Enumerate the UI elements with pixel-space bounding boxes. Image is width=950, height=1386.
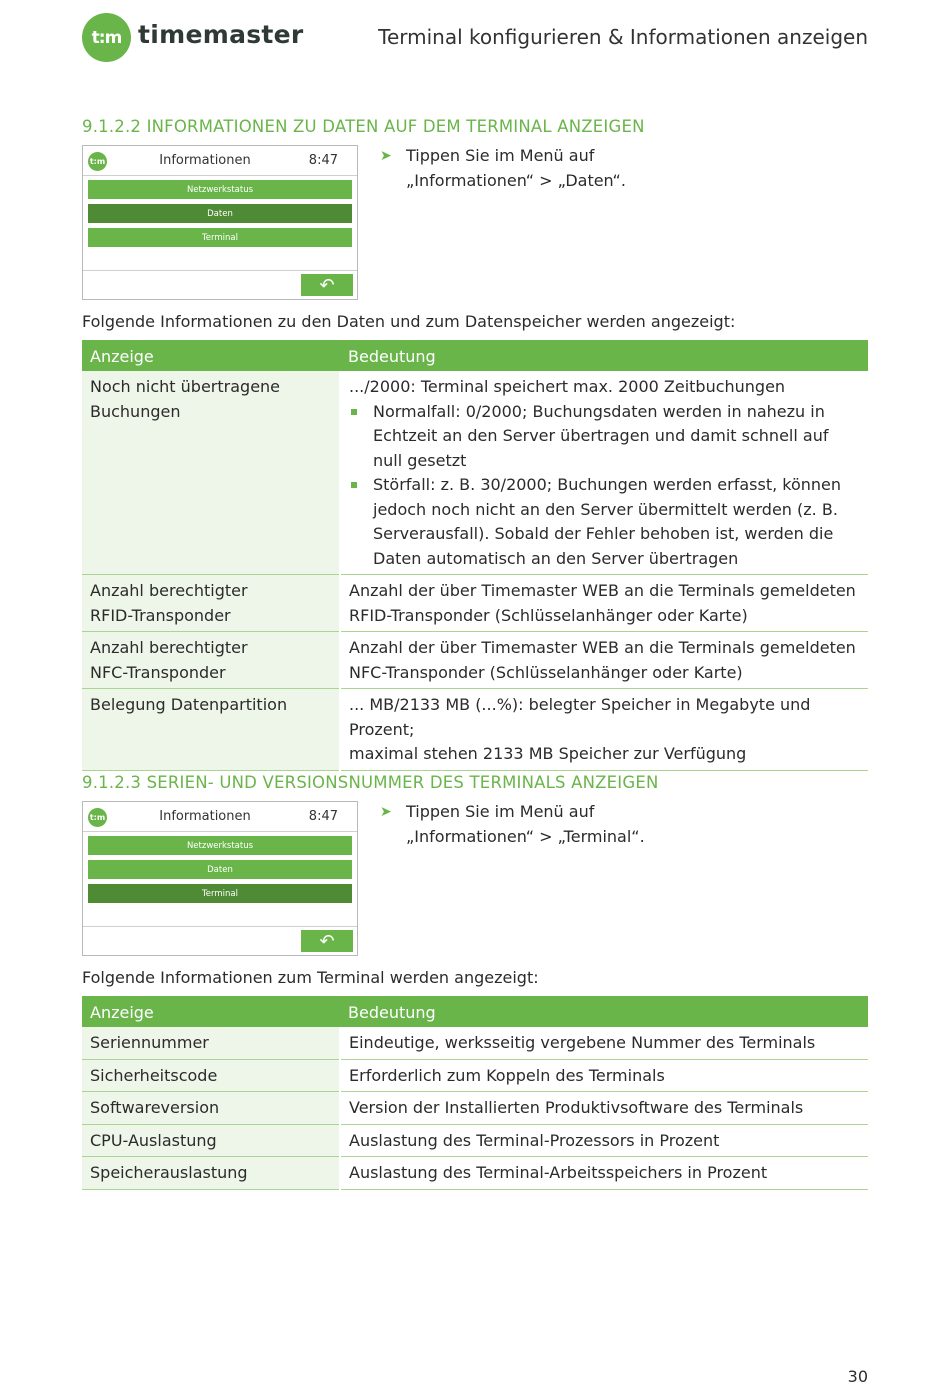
- table-cell-bedeutung: Auslastung des Terminal-Prozessors in Prozent: [340, 1124, 868, 1157]
- terminal-button-daten[interactable]: Daten: [88, 860, 352, 879]
- cell-text: Noch nicht übertragene: [90, 377, 281, 396]
- cell-text: Anzahl berechtigter: [90, 638, 248, 657]
- table-row: [82, 1157, 868, 1190]
- terminal-logo-mark: t:m: [89, 813, 106, 822]
- terminal-divider: [83, 831, 357, 832]
- section-heading-terminal: 9.1.2.3 SERIEN- UND VERSIONSNUMMER DES TERMINALS ANZEIGEN: [82, 773, 659, 792]
- table-cell-anzeige: CPU-Auslastung: [82, 1124, 340, 1157]
- cell-text: .../2000: Terminal speichert max. 2000 Zeitbuchungen: [349, 377, 786, 396]
- cell-text: RFID-Transponder: [90, 605, 231, 625]
- table-cell-bedeutung: [340, 371, 868, 575]
- terminal-button-daten[interactable]: Daten: [88, 204, 352, 223]
- table-row: [82, 1027, 868, 1059]
- terminal-clock: 8:47: [308, 153, 338, 168]
- terminal-button-terminal[interactable]: Terminal: [88, 884, 352, 903]
- table-cell-anzeige: [82, 689, 340, 771]
- intro-text-daten: Folgende Informationen zu den Daten und zum Datenspeicher werden angezeigt:: [82, 312, 736, 331]
- cell-text: ... MB/2133 MB (...%): belegter Speicher in Megabyte und Prozent;: [349, 695, 811, 739]
- cell-text: maximal stehen 2133 MB Speicher zur Verfügung: [349, 744, 747, 763]
- bullet-item-normalfall: Normalfall: 0/2000; Buchungsdaten werden in nahezu in Echtzeit an den Server übertragen und damit schnell auf null gesetzt: [349, 400, 860, 474]
- table-cell-bedeutung: Erforderlich zum Koppeln des Terminals: [340, 1059, 868, 1092]
- terminal-divider: [83, 926, 357, 927]
- table-cell-bedeutung: [340, 632, 868, 689]
- table-cell-anzeige: Sicherheitscode: [82, 1059, 340, 1092]
- cell-text: NFC-Transponder (Schlüsselanhänger oder Karte): [349, 662, 743, 682]
- table-cell-anzeige: [82, 371, 340, 575]
- terminal-button-netzwerkstatus[interactable]: Netzwerkstatus: [88, 836, 352, 855]
- instruction-line: Tippen Sie im Menü auf: [406, 146, 595, 165]
- timemaster-logo-icon: [82, 13, 131, 62]
- page-number: 30: [847, 1367, 868, 1386]
- intro-text-terminal: Folgende Informationen zum Terminal werden angezeigt:: [82, 968, 539, 987]
- cell-text: NFC-Transponder: [90, 662, 226, 682]
- table-row: [82, 689, 868, 771]
- table-terminal: [82, 996, 868, 1190]
- cell-text: Anzahl berechtigter: [90, 581, 248, 600]
- back-arrow-icon[interactable]: ↶: [301, 274, 353, 296]
- terminal-clock: 8:47: [308, 809, 338, 824]
- section-heading-daten: 9.1.2.2 INFORMATIONEN ZU DATEN AUF DEM TERMINAL ANZEIGEN: [82, 117, 645, 136]
- terminal-divider: [83, 270, 357, 271]
- back-arrow-icon[interactable]: ↶: [301, 930, 353, 952]
- instruction-line: „Informationen“ > „Daten“.: [406, 170, 626, 190]
- instruction-daten: [380, 144, 626, 193]
- table-cell-anzeige: Softwareversion: [82, 1092, 340, 1125]
- table-header-bedeutung: Bedeutung: [340, 996, 868, 1027]
- table-cell-bedeutung: Auslastung des Terminal-Arbeitsspeichers in Prozent: [340, 1157, 868, 1190]
- table-row: [82, 371, 868, 575]
- table-cell-bedeutung: Version der Installierten Produktivsoftware des Terminals: [340, 1092, 868, 1125]
- terminal-screen-title: Informationen: [159, 153, 251, 168]
- terminal-screen-title: Informationen: [159, 809, 251, 824]
- table-daten: [82, 340, 868, 771]
- table-header-anzeige: Anzeige: [82, 996, 340, 1027]
- logo-text: timemaster: [138, 20, 304, 49]
- table-cell-anzeige: Speicherauslastung: [82, 1157, 340, 1190]
- terminal-screen-terminal: [82, 801, 358, 956]
- arrow-right-icon: ➤: [380, 804, 392, 820]
- table-row: [82, 1059, 868, 1092]
- instruction-terminal: [380, 800, 645, 849]
- instruction-line: Tippen Sie im Menü auf: [406, 802, 595, 821]
- cell-text: Anzahl der über Timemaster WEB an die Terminals gemeldeten: [349, 638, 856, 657]
- table-row: [82, 575, 868, 632]
- table-row: [82, 632, 868, 689]
- cell-text: RFID-Transponder (Schlüsselanhänger oder Karte): [349, 605, 748, 625]
- bullet-item-stoerfall: Störfall: z. B. 30/2000; Buchungen werden erfasst, können jedoch noch nicht an den Server übermittelt werden (z. B. Serverausfall). Sobald der Fehler behoben ist, werden die Daten automatisch an den Server übertragen: [349, 473, 860, 571]
- table-header-bedeutung: Bedeutung: [340, 340, 868, 371]
- terminal-button-netzwerkstatus[interactable]: Netzwerkstatus: [88, 180, 352, 199]
- instruction-line: „Informationen“ > „Terminal“.: [406, 826, 645, 846]
- table-cell-anzeige: [82, 575, 340, 632]
- table-cell-anzeige: Seriennummer: [82, 1027, 340, 1059]
- page-header-title: Terminal konfigurieren & Informationen anzeigen: [378, 25, 868, 49]
- table-cell-bedeutung: Eindeutige, werksseitig vergebene Nummer des Terminals: [340, 1027, 868, 1059]
- terminal-screen-daten: [82, 145, 358, 300]
- table-cell-anzeige: [82, 632, 340, 689]
- logo-mark: t:m: [91, 27, 122, 48]
- table-cell-bedeutung: [340, 575, 868, 632]
- terminal-divider: [83, 175, 357, 176]
- table-cell-bedeutung: [340, 689, 868, 771]
- bullet-list: [349, 400, 860, 572]
- cell-text: Buchungen: [90, 401, 181, 421]
- table-header-anzeige: Anzeige: [82, 340, 340, 371]
- cell-text: Belegung Datenpartition: [90, 695, 288, 714]
- table-row: [82, 1124, 868, 1157]
- cell-text: Anzahl der über Timemaster WEB an die Terminals gemeldeten: [349, 581, 856, 600]
- arrow-right-icon: ➤: [380, 148, 392, 164]
- table-row: [82, 1092, 868, 1125]
- terminal-logo-mark: t:m: [89, 157, 106, 166]
- terminal-button-terminal[interactable]: Terminal: [88, 228, 352, 247]
